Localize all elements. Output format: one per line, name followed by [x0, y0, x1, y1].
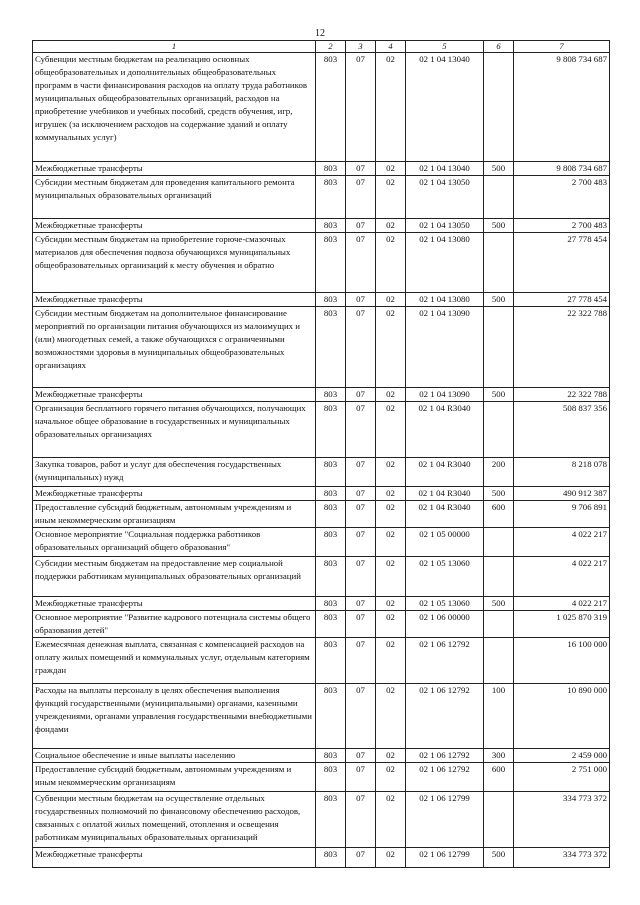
target-article-cell: 02 1 06 12799: [406, 848, 484, 868]
subsection-code-cell: 02: [376, 684, 406, 749]
section-code-cell: 07: [346, 557, 376, 597]
ministry-code-cell: 803: [316, 307, 346, 388]
ministry-code-cell: 803: [316, 501, 346, 528]
row-name-cell: Межбюджетные трансферты: [33, 293, 316, 307]
subsection-code-cell: 02: [376, 749, 406, 763]
target-article-cell: 02 1 05 13060: [406, 597, 484, 611]
subsection-code-cell: 02: [376, 848, 406, 868]
ministry-code-cell: 803: [316, 487, 346, 501]
target-article-cell: 02 1 06 12792: [406, 684, 484, 749]
expense-type-cell: 500: [484, 388, 514, 402]
expense-type-cell: [484, 611, 514, 638]
expense-type-cell: 500: [484, 848, 514, 868]
expense-type-cell: [484, 792, 514, 848]
ministry-code-cell: 803: [316, 557, 346, 597]
header-cell: 7: [514, 41, 610, 53]
section-code-cell: 07: [346, 219, 376, 233]
header-row: [33, 41, 610, 53]
amount-cell: 9 808 734 687: [514, 162, 610, 176]
target-article-cell: 02 1 04 R3040: [406, 487, 484, 501]
ministry-code-cell: 803: [316, 763, 346, 792]
header-cell: 5: [406, 41, 484, 53]
ministry-code-cell: 803: [316, 388, 346, 402]
row-name-cell: Основное мероприятие "Развитие кадрового потенциала системы общего образования детей": [33, 611, 316, 638]
ministry-code-cell: 803: [316, 458, 346, 487]
subsection-code-cell: 02: [376, 638, 406, 684]
expense-type-cell: 600: [484, 501, 514, 528]
subsection-code-cell: 02: [376, 597, 406, 611]
target-article-cell: 02 1 04 R3040: [406, 402, 484, 458]
section-code-cell: 07: [346, 848, 376, 868]
row-name-cell: Межбюджетные трансферты: [33, 162, 316, 176]
section-code-cell: 07: [346, 233, 376, 293]
target-article-cell: 02 1 06 12799: [406, 792, 484, 848]
subsection-code-cell: 02: [376, 763, 406, 792]
table-row: [33, 487, 610, 501]
expense-type-cell: 500: [484, 219, 514, 233]
ministry-code-cell: 803: [316, 176, 346, 219]
section-code-cell: 07: [346, 162, 376, 176]
section-code-cell: 07: [346, 763, 376, 792]
section-code-cell: 07: [346, 528, 376, 557]
amount-cell: 22 322 788: [514, 307, 610, 388]
target-article-cell: 02 1 06 00000: [406, 611, 484, 638]
table-row: [33, 388, 610, 402]
subsection-code-cell: 02: [376, 458, 406, 487]
amount-cell: 334 773 372: [514, 848, 610, 868]
row-name-cell: Субвенции местным бюджетам на осуществление отдельных государственных полномочий по финансовому обеспечению расходов, связанных с оплатой жилых помещений, отопления и освещения работникам муниципальных образовательных организаций: [33, 792, 316, 848]
subsection-code-cell: 02: [376, 162, 406, 176]
ministry-code-cell: 803: [316, 792, 346, 848]
subsection-code-cell: 02: [376, 528, 406, 557]
target-article-cell: 02 1 05 00000: [406, 528, 484, 557]
table-row: [33, 557, 610, 597]
section-code-cell: 07: [346, 501, 376, 528]
page-number: 12: [315, 28, 325, 39]
row-name-cell: Субвенции местным бюджетам на реализацию основных общеобразовательных и дополнительных общеобразовательных программ в части финансирования расходов на оплату труда работников муниципальных общеобразовательных организаций, расходов на приобретение учебников и учебных пособий, средств обучения, игр, игрушек (за исключением расходов на содержание зданий и оплату коммунальных услуг): [33, 53, 316, 162]
row-name-cell: Межбюджетные трансферты: [33, 219, 316, 233]
subsection-code-cell: 02: [376, 233, 406, 293]
row-name-cell: Основное мероприятие "Социальная поддержка работников образовательных организаций общего образования": [33, 528, 316, 557]
table-row: [33, 848, 610, 868]
ministry-code-cell: 803: [316, 293, 346, 307]
target-article-cell: 02 1 04 13090: [406, 388, 484, 402]
section-code-cell: 07: [346, 53, 376, 162]
subsection-code-cell: 02: [376, 501, 406, 528]
section-code-cell: 07: [346, 307, 376, 388]
amount-cell: 490 912 387: [514, 487, 610, 501]
table-row: [33, 458, 610, 487]
expense-type-cell: [484, 307, 514, 388]
subsection-code-cell: 02: [376, 307, 406, 388]
amount-cell: 4 022 217: [514, 597, 610, 611]
ministry-code-cell: 803: [316, 684, 346, 749]
section-code-cell: 07: [346, 293, 376, 307]
target-article-cell: 02 1 06 12792: [406, 749, 484, 763]
table-row: [33, 638, 610, 684]
amount-cell: 4 022 217: [514, 557, 610, 597]
table-row: [33, 611, 610, 638]
expense-type-cell: 500: [484, 293, 514, 307]
target-article-cell: 02 1 04 13050: [406, 176, 484, 219]
table-row: [33, 792, 610, 848]
amount-cell: 1 025 870 319: [514, 611, 610, 638]
row-name-cell: Субсидии местным бюджетам на дополнительное финансирование мероприятий по организации питания обучающихся из малоимущих и (или) многодетных семей, а также обучающихся с ограниченными возможностями здоровья в муниципальных общеобразовательных организациях: [33, 307, 316, 388]
section-code-cell: 07: [346, 611, 376, 638]
section-code-cell: 07: [346, 597, 376, 611]
target-article-cell: 02 1 04 R3040: [406, 501, 484, 528]
amount-cell: 2 459 000: [514, 749, 610, 763]
row-name-cell: Ежемесячная денежная выплата, связанная с компенсацией расходов на оплату жилых помещений и коммунальных услуг, отдельным категориям граждан: [33, 638, 316, 684]
expense-type-cell: [484, 53, 514, 162]
amount-cell: 508 837 356: [514, 402, 610, 458]
target-article-cell: 02 1 06 12792: [406, 763, 484, 792]
subsection-code-cell: 02: [376, 611, 406, 638]
table-row: [33, 501, 610, 528]
target-article-cell: 02 1 05 13060: [406, 557, 484, 597]
ministry-code-cell: 803: [316, 219, 346, 233]
subsection-code-cell: 02: [376, 293, 406, 307]
target-article-cell: 02 1 06 12792: [406, 638, 484, 684]
amount-cell: 4 022 217: [514, 528, 610, 557]
amount-cell: 2 700 483: [514, 176, 610, 219]
subsection-code-cell: 02: [376, 557, 406, 597]
expense-type-cell: 300: [484, 749, 514, 763]
amount-cell: 27 778 454: [514, 233, 610, 293]
expense-type-cell: [484, 638, 514, 684]
ministry-code-cell: 803: [316, 162, 346, 176]
ministry-code-cell: 803: [316, 402, 346, 458]
row-name-cell: Межбюджетные трансферты: [33, 388, 316, 402]
row-name-cell: Субсидии местным бюджетам для проведения капитального ремонта муниципальных образовательных организаций: [33, 176, 316, 219]
table-row: [33, 219, 610, 233]
ministry-code-cell: 803: [316, 638, 346, 684]
expense-type-cell: 600: [484, 763, 514, 792]
header-cell: 6: [484, 41, 514, 53]
amount-cell: 22 322 788: [514, 388, 610, 402]
subsection-code-cell: 02: [376, 487, 406, 501]
section-code-cell: 07: [346, 402, 376, 458]
budget-table: [32, 40, 610, 868]
amount-cell: 8 218 078: [514, 458, 610, 487]
row-name-cell: Межбюджетные трансферты: [33, 487, 316, 501]
amount-cell: 9 706 891: [514, 501, 610, 528]
section-code-cell: 07: [346, 458, 376, 487]
table-row: [33, 763, 610, 792]
target-article-cell: 02 1 04 13050: [406, 219, 484, 233]
table-row: [33, 528, 610, 557]
section-code-cell: 07: [346, 638, 376, 684]
amount-cell: 2 700 483: [514, 219, 610, 233]
table-row: [33, 402, 610, 458]
row-name-cell: Расходы на выплаты персоналу в целях обеспечения выполнения функций государственными (муниципальными) органами, казенными учреждениями, органами управления государственными внебюджетными фондами: [33, 684, 316, 749]
expense-type-cell: [484, 176, 514, 219]
amount-cell: 16 100 000: [514, 638, 610, 684]
target-article-cell: 02 1 04 13040: [406, 53, 484, 162]
table-row: [33, 684, 610, 749]
target-article-cell: 02 1 04 13080: [406, 233, 484, 293]
header-cell: 2: [316, 41, 346, 53]
ministry-code-cell: 803: [316, 611, 346, 638]
row-name-cell: Межбюджетные трансферты: [33, 597, 316, 611]
target-article-cell: 02 1 04 13080: [406, 293, 484, 307]
table-row: [33, 597, 610, 611]
table-row: [33, 307, 610, 388]
row-name-cell: Межбюджетные трансферты: [33, 848, 316, 868]
ministry-code-cell: 803: [316, 53, 346, 162]
subsection-code-cell: 02: [376, 792, 406, 848]
table-body: [33, 53, 610, 868]
header-cell: 1: [33, 41, 316, 53]
row-name-cell: Организация бесплатного горячего питания обучающихся, получающих начальное общее образование в государственных и муниципальных образовательных организациях: [33, 402, 316, 458]
ministry-code-cell: 803: [316, 848, 346, 868]
expense-type-cell: [484, 557, 514, 597]
row-name-cell: Субсидии местным бюджетам на приобретение горюче-смазочных материалов для обеспечения подвоза обучающихся муниципальных общеобразовательных организаций к месту обучения и обратно: [33, 233, 316, 293]
section-code-cell: 07: [346, 792, 376, 848]
amount-cell: 2 751 000: [514, 763, 610, 792]
row-name-cell: Субсидии местным бюджетам на предоставление мер социальной поддержки работникам муниципальных образовательных организаций: [33, 557, 316, 597]
amount-cell: 10 890 000: [514, 684, 610, 749]
subsection-code-cell: 02: [376, 176, 406, 219]
amount-cell: 334 773 372: [514, 792, 610, 848]
amount-cell: 9 808 734 687: [514, 53, 610, 162]
ministry-code-cell: 803: [316, 528, 346, 557]
section-code-cell: 07: [346, 487, 376, 501]
ministry-code-cell: 803: [316, 597, 346, 611]
table-row: [33, 162, 610, 176]
table-row: [33, 53, 610, 162]
section-code-cell: 07: [346, 749, 376, 763]
expense-type-cell: [484, 528, 514, 557]
subsection-code-cell: 02: [376, 53, 406, 162]
ministry-code-cell: 803: [316, 233, 346, 293]
target-article-cell: 02 1 04 13090: [406, 307, 484, 388]
table-row: [33, 233, 610, 293]
header-cell: 4: [376, 41, 406, 53]
expense-type-cell: 500: [484, 597, 514, 611]
table-row: [33, 176, 610, 219]
row-name-cell: Предоставление субсидий бюджетным, автономным учреждениям и иным некоммерческим организациям: [33, 763, 316, 792]
header-cell: 3: [346, 41, 376, 53]
expense-type-cell: 200: [484, 458, 514, 487]
row-name-cell: Закупка товаров, работ и услуг для обеспечения государственных (муниципальных) нужд: [33, 458, 316, 487]
section-code-cell: 07: [346, 684, 376, 749]
section-code-cell: 07: [346, 176, 376, 219]
table-row: [33, 293, 610, 307]
expense-type-cell: [484, 402, 514, 458]
ministry-code-cell: 803: [316, 749, 346, 763]
subsection-code-cell: 02: [376, 402, 406, 458]
table-row: [33, 749, 610, 763]
row-name-cell: Предоставление субсидий бюджетным, автономным учреждениям и иным некоммерческим организациям: [33, 501, 316, 528]
row-name-cell: Социальное обеспечение и иные выплаты населению: [33, 749, 316, 763]
expense-type-cell: 100: [484, 684, 514, 749]
amount-cell: 27 778 454: [514, 293, 610, 307]
expense-type-cell: [484, 233, 514, 293]
subsection-code-cell: 02: [376, 388, 406, 402]
section-code-cell: 07: [346, 388, 376, 402]
expense-type-cell: 500: [484, 487, 514, 501]
target-article-cell: 02 1 04 13040: [406, 162, 484, 176]
expense-type-cell: 500: [484, 162, 514, 176]
target-article-cell: 02 1 04 R3040: [406, 458, 484, 487]
subsection-code-cell: 02: [376, 219, 406, 233]
